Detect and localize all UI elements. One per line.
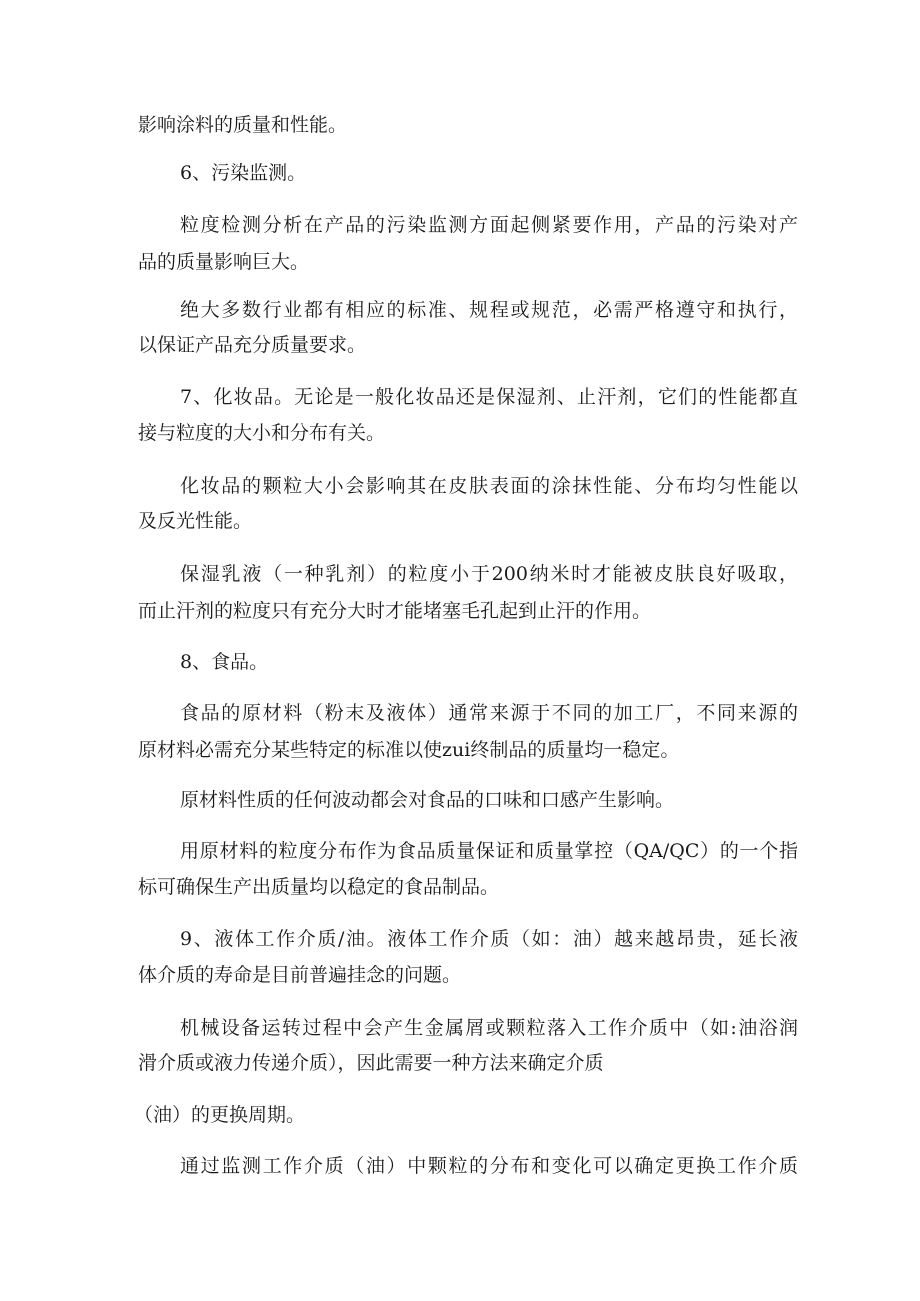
paragraph-line: 影响涂料的质量和性能。 — [138, 114, 348, 136]
paragraph-line: 粒度检测分析在产品的污染监测方面起侧紧要作用，产品的污染对产 — [180, 214, 798, 236]
section-heading: 8、食品。 — [180, 651, 269, 673]
paragraph-line: 用原材料的粒度分布作为食品质量保证和质量掌控（QA/QC）的一个指 — [180, 840, 798, 862]
paragraph-line: 保湿乳液（一种乳剂）的粒度小于200纳米时才能被皮肤良好吸取， — [180, 563, 798, 585]
paragraph-line: 品的质量影响巨大。 — [138, 251, 310, 273]
paragraph-line: 通过监测工作介质（油）中颗粒的分布和变化可以确定更换工作介质 — [180, 1155, 798, 1177]
paragraph-line: 滑介质或液力传递介质），因此需要一种方法来确定介质 — [138, 1052, 604, 1074]
paragraph-line: 标可确保生产出质量均以稳定的食品制品。 — [138, 876, 500, 898]
paragraph-line: 9、液体工作介质/油。液体工作介质（如：油）越来越昂贵，延长液 — [180, 928, 798, 950]
paragraph-line: 绝大多数行业都有相应的标准、规程或规范，必需严格遵守和执行， — [180, 299, 798, 321]
paragraph-line: 及反光性能。 — [138, 510, 253, 532]
paragraph-line: 体介质的寿命是目前普遍挂念的问题。 — [138, 964, 462, 986]
paragraph-line: 化妆品的颗粒大小会影响其在皮肤表面的涂抹性能、分布均匀性能以 — [180, 475, 798, 497]
paragraph-line: 接与粒度的大小和分布有关。 — [138, 422, 386, 444]
paragraph-line: 原材料必需充分某些特定的标准以使zui终制品的质量均一稳定。 — [138, 739, 680, 761]
paragraph-line: 而止汗剂的粒度只有充分大时才能堵塞毛孔起到止汗的作用。 — [138, 600, 652, 622]
section-heading: 6、污染监测。 — [180, 162, 307, 184]
paragraph-line: 7、化妆品。无论是一般化妆品还是保湿剂、止汗剂，它们的性能都直 — [180, 386, 798, 408]
paragraph-line: 机械设备运转过程中会产生金属屑或颗粒落入工作介质中（如:油浴润 — [180, 1017, 798, 1039]
paragraph-line: 原材料性质的任何波动都会对食品的口味和口感产生影响。 — [180, 789, 675, 811]
paragraph-line: 食品的原材料（粉末及液体）通常来源于不同的加工厂，不同来源的 — [180, 702, 798, 724]
paragraph-line: （油）的更换周期。 — [134, 1104, 306, 1126]
paragraph-line: 以保证产品充分质量要求。 — [138, 334, 367, 356]
